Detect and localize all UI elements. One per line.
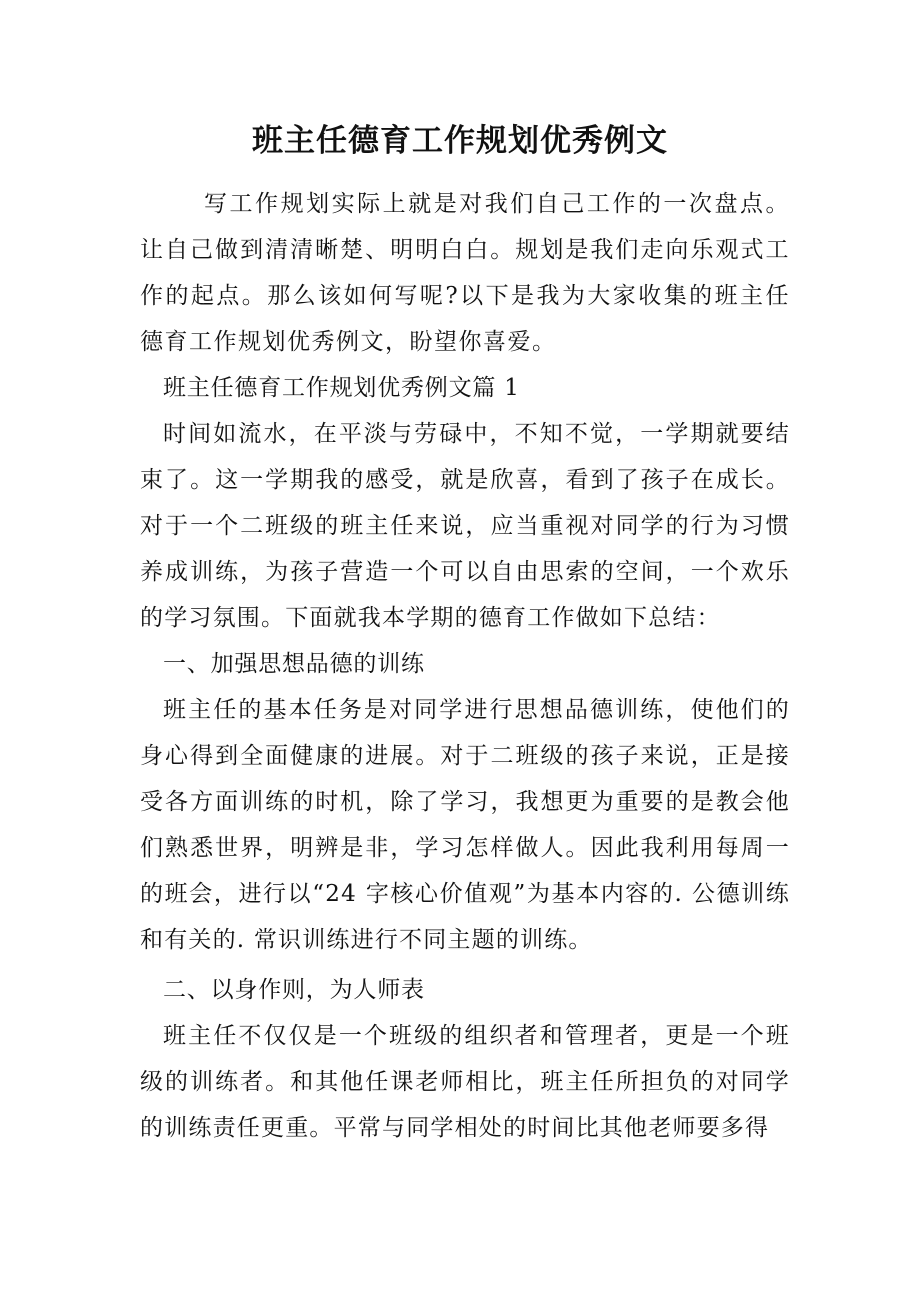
section-heading-lead-by-example: 二、以身作则，为人师表 (163, 977, 425, 1003)
section-heading-moral-education: 一、加强思想品德的训练 (163, 651, 425, 677)
body-paragraph-moral-education: 班主任的基本任务是对同学进行思想品德训练，使他们的身心得到全面健康的进展。对于二班级的孩子来说，正是接受各方面训练的时机，除了学习，我想更为重要的是教会他们熟悉世界，明辨是非，学习怎样做人。因此我利用每周一的班会，进行以“24 字核心价值观”为基本内容的. 公德训练和有关的. 常识训练进行不同主题的训练。 (140, 697, 790, 953)
body-paragraph-lead-by-example: 班主任不仅仅是一个班级的组织者和管理者，更是一个班级的训练者。和其他任课老师相比，班主任所担负的对同学的训练责任更重。平常与同学相处的时间比其他老师要多得 (140, 1023, 790, 1141)
intro-paragraph: 写工作规划实际上就是对我们自己工作的一次盘点。让自己做到清清晰楚、明明白白。规划是我们走向乐观式工作的起点。那么该如何写呢?以下是我为大家收集的班主任德育工作规划优秀例文，盼望你喜爱。 (140, 191, 790, 355)
body-paragraph-summary: 时间如流水，在平淡与劳碌中，不知不觉，一学期就要结束了。这一学期我的感受，就是欣喜，看到了孩子在成长。对于一个二班级的班主任来说，应当重视对同学的行为习惯养成训练，为孩子营造一个可以自由思索的空间，一个欢乐的学习氛围。下面就我本学期的德育工作做如下总结： (140, 421, 790, 631)
document-title: 班主任德育工作规划优秀例文 (252, 123, 668, 159)
document-body (140, 181, 790, 1151)
section-heading-example-1: 班主任德育工作规划优秀例文篇 1 (163, 375, 520, 401)
